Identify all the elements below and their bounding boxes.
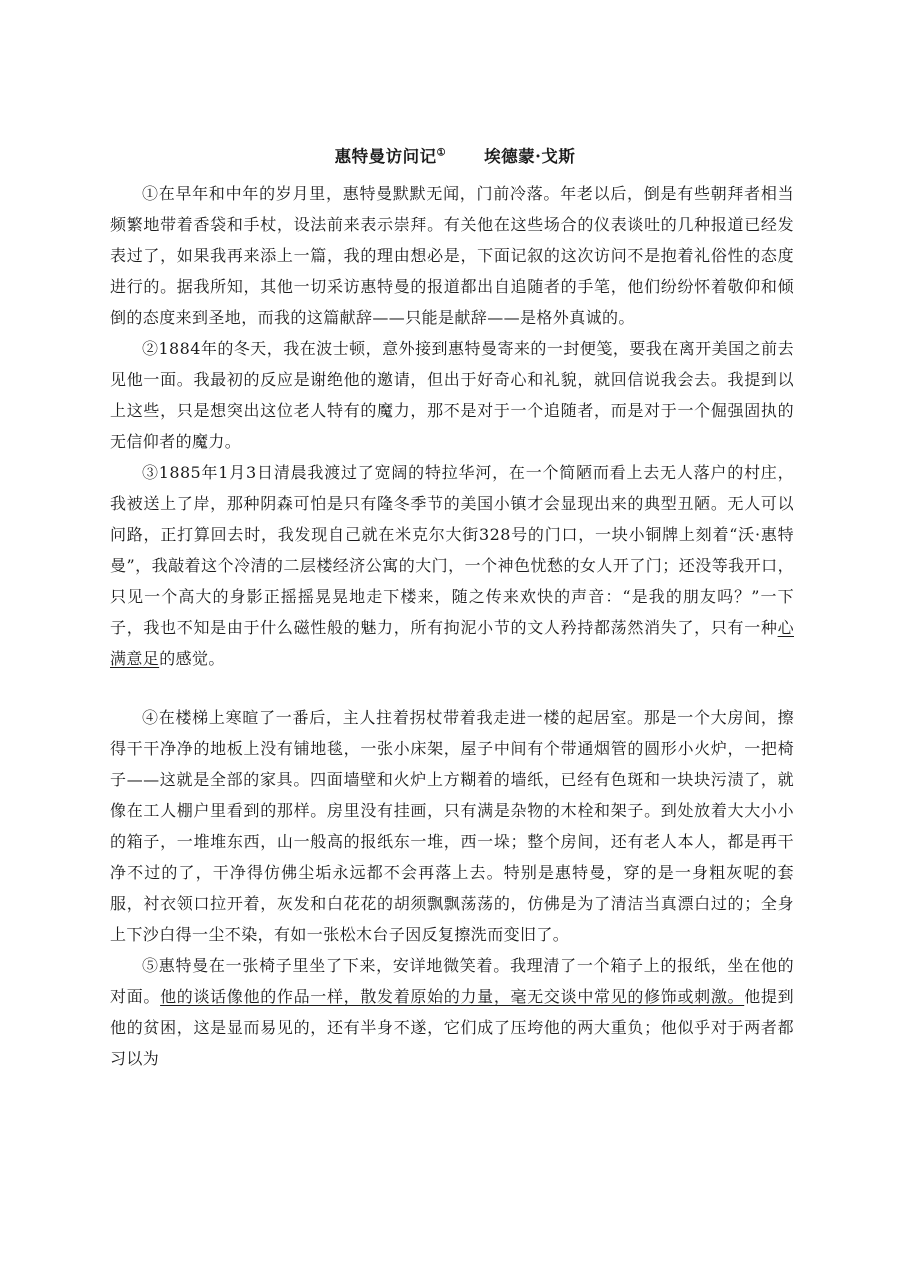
paragraph-4: ④在楼梯上寒暄了一番后，主人拄着拐杖带着我走进一楼的起居室。那是一个大房间，擦得干干净净的地板上没有铺地毯，一张小床架，屋子中间有个带通烟管的圆形小火炉，一把椅子——这就是全部的家具。四面墙壁和火炉上方糊着的墙纸，已经有色斑和一块块污渍了，就像在工人棚户里看到的那样。房里没有挂画，只有满是杂物的木栓和架子。到处放着大大小小的箱子，一堆堆东西，山一般高的报纸东一堆，西一垛；整个房间，还有老人本人，都是再干净不过的了，干净得仿佛尘垢永远都不会再落上去。特别是惠特曼，穿的是一身粗灰呢的套服，衬衣领口拉开着，灰发和白花花的胡须飘飘荡荡的，仿佛是为了清洁当真漂白过的；全身上下沙白得一尘不染，有如一张松木台子因反复擦洗而变旧了。 — [110, 708, 794, 944]
article-title: 惠特曼访问记 — [334, 147, 437, 166]
paragraph-1: ①在早年和中年的岁月里，惠特曼默默无闻，门前冷落。年老以后，倒是有些朝拜者相当频繁地带着香袋和手杖，设法前来表示崇拜。有关他在这些场合的仪表谈吐的几种报道已经发表过了，如果我再来添上一篇，我的理由想必是，下面记叙的这次访问不是抱着礼俗性的态度进行的。据我所知，其他一切采访惠特曼的报道都出自追随者的手笔，他们纷纷怀着敬仰和倾倒的态度来到圣地，而我的这篇献辞——只能是献辞——是格外真诚的。 — [110, 184, 794, 327]
article-author: 埃德蒙·戈斯 — [484, 147, 576, 166]
footnote-mark: ① — [436, 147, 447, 159]
paragraph-5: ⑤惠特曼在一张椅子里坐了下来，安详地微笑着。我理清了一个箱子上的报纸，坐在他的对面。他的谈话像他的作品一样，散发着原始的力量，毫无交谈中常见的修饰或刺激。他提到他的贫困，这是显而易见的，还有半身不遂，它们成了压垮他的两大重负；他似乎对于两者都习以为 — [110, 956, 794, 1068]
underlined-sentence: 他的谈话像他的作品一样，散发着原始的力量，毫无交谈中常见的修饰或刺激。 — [160, 987, 745, 1006]
article-body — [110, 178, 794, 1074]
article-heading — [0, 143, 910, 167]
underlined-phrase: 心满意足 — [110, 618, 794, 668]
paragraph-3: ③1885年1月3日清晨我渡过了宽阔的特拉华河，在一个简陋而看上去无人落户的村庄，我被送上了岸，那种阴森可怕是只有隆冬季节的美国小镇才会显现出来的典型丑陋。无人可以问路，正打算回去时，我发现自己就在米克尔大街328号的门口，一块小铜牌上刻着“沃·惠特曼”，我敲着这个冷清的二层楼经济公寓的大门，一个神色忧愁的女人开了门；还没等我开口，只见一个高大的身影正摇摇晃晃地走下楼来，随之传来欢快的声音：“是我的朋友吗？”一下子，我也不知是由于什么磁性般的魅力，所有拘泥小节的文人矜持都荡然消失了，只有一种心满意足的感觉。 — [110, 463, 794, 668]
paragraph-2: ②1884年的冬天，我在波士顿，意外接到惠特曼寄来的一封便笺，要我在离开美国之前去见他一面。我最初的反应是谢绝他的邀请，但出于好奇心和礼貌，就回信说我会去。我提到以上这些，只是想突出这位老人特有的魔力，那不是对于一个追随者，而是对于一个倔强固执的无信仰者的魔力。 — [110, 339, 794, 451]
